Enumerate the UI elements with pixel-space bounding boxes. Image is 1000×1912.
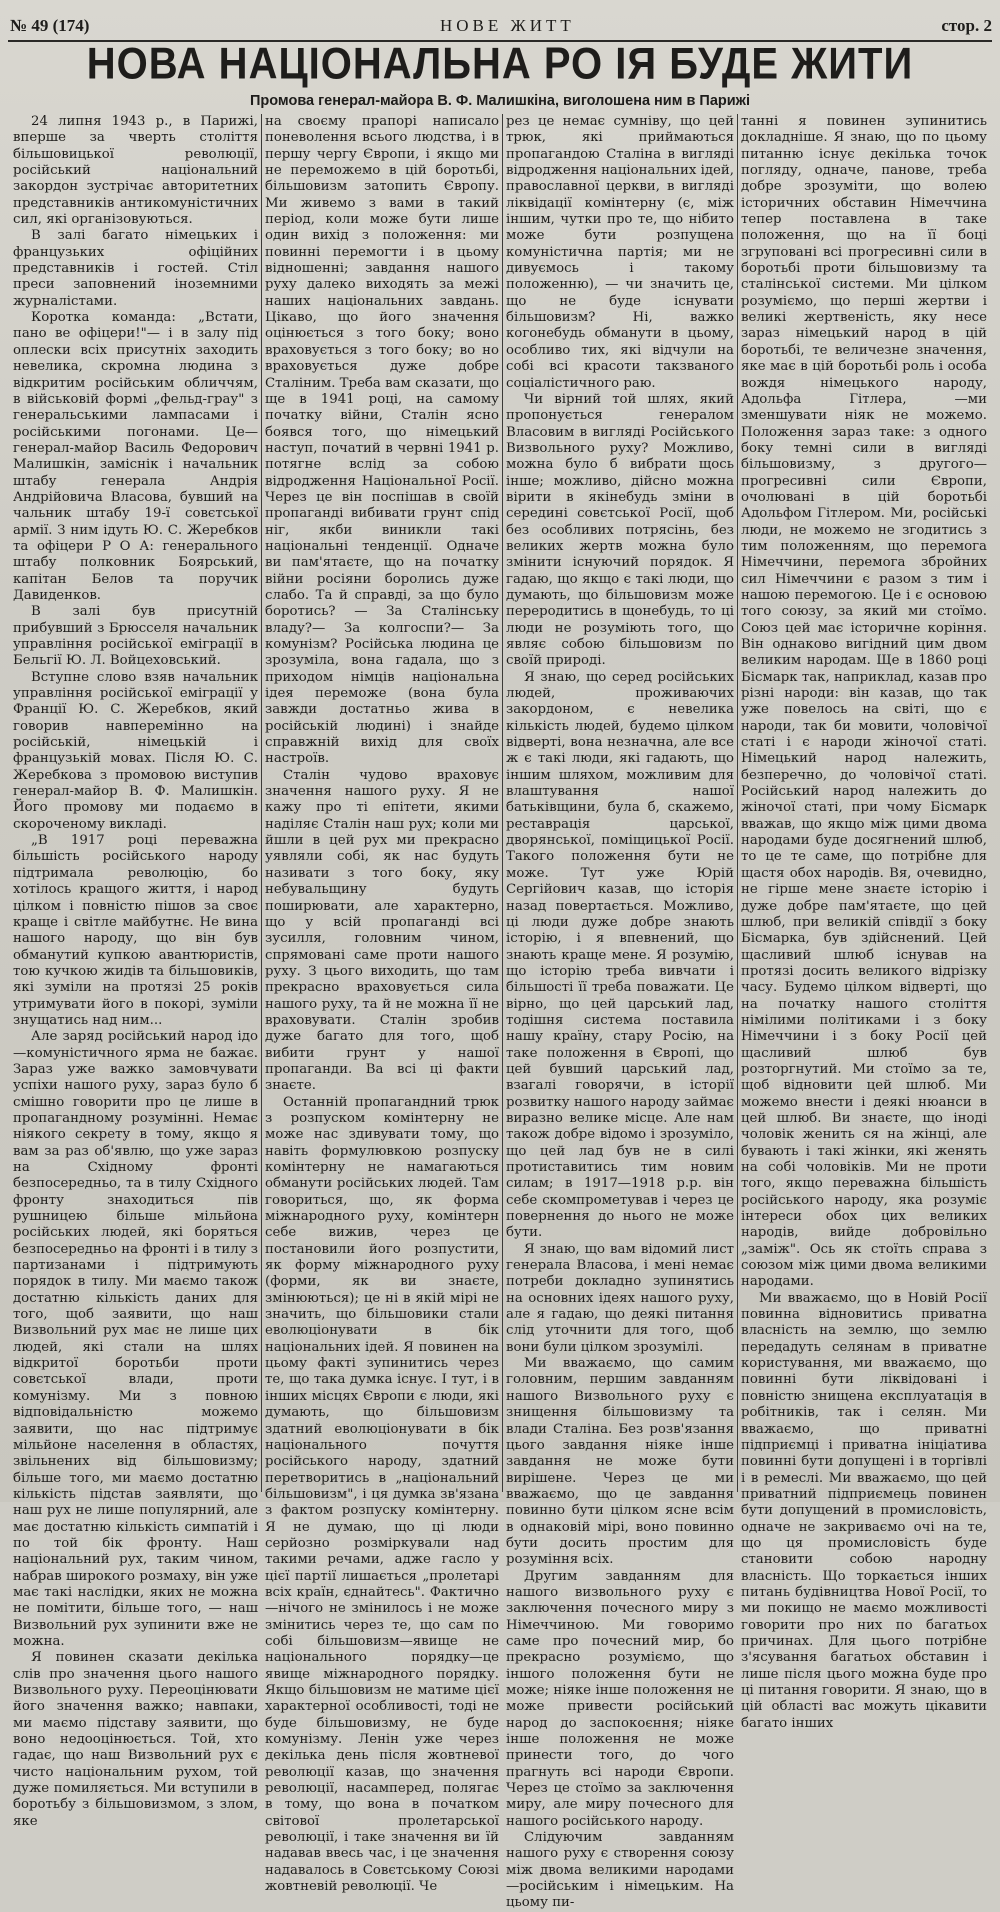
paragraph: Ми вважаємо, що в Новій Росії повинна відновитись приватна власність на землю, що землю передадуть селянам в приватне користування, ми вважаємо, що повинні бути ліквідовані і повністю знищена експлуатація в робітників, так і селян. Ми вважаємо, що приватні підприємці і приватна ініціатива повинні бути допущені і в торгівлі і в ремеслі. Ми вважаємо, що цей приватний підприємець повинен бути допущений в промисловість, одначе не закриваємо очі на те, що ця промисловість буде становити собою народну власність. Що торкається інших питань будівництва Нової Росії, то ми покищо не маємо можливості говорити про них по багатьох причинах. Для цього потрібне з'ясування багатьох обставин і лише після цього можна буде про ці питання говорити. Я знаю, що в цій області вас можуть цікавити багато інших [741,1290,987,1731]
column-4 [741,114,987,1731]
column-divider [261,114,262,1492]
paragraph: Коротка команда: „Встати, пано ве офіцери!"— і в залу під оплески всіх присутніх заходить невелика, скромна людина з відкритим російським обличчям, в військовій формі „фельд-грау" з генеральськими лампасами і російськими погонами. Це—генерал-майор Василь Федорович Малишкін, заміснік і начальник штабу генерала Андрія Андрійовича Власова, бувший на чальник штабу 19-ї совєтської армії. З ним ідуть Ю. С. Жеребков та офіцери Р О А: генерального штабу полковник Боярський, капітан Белов та поручик Давиденков. [13,310,258,603]
issue-number: № 49 (174) [10,16,90,35]
paragraph: Я знаю, що вам відомий лист генерала Власова, і мені немає потреби докладно зупинятись на основних ідеях нашого руху, але я гадаю, що деякі питання слід уточнити для того, щоб вони були цілком зрозумілі. [506,1241,734,1355]
paragraph: Другим завданням для нашого визвольного руху є заключення почесного миру з Німеччиною. Ми говоримо саме про почесний мир, бо прекрасно розуміємо, що іншого положення бути не може; ніяке інше положення не може привести російський народ до заспокоєння; ніяке інше положення не може принести того, до чого прагнуть всі народи Європи. Через це стоїмо за заключення миру, але миру почесного для нашого російського народу. [506,1568,734,1829]
paragraph: рез це немає сумніву, що цей трюк, які приймаються пропагандою Сталіна в вигляді відродження національних ідей, православної церкви, в вигляді ліквідації комінтерну (є, між іншим, чутки про те, що нібито може бути розпущена комуністична партія; ми не дивуємось і такому положенню), — чи значить це, що не буде існувати більшовизм? Ні, важко когонебудь обманути в цьому, особливо тих, які відчули на собі всі красоти такзваного соціалістичного раю. [506,114,734,391]
paragraph: Але заряд російський народ ідо—комуністичного ярма не бажає. Зараз уже важко замовчувати успіхи нашого руху, зараз було б смішно говорити про це лише в пропагандному розумінні. Немає ніякого секрету в тому, якщо я вам за раз об'явлю, що уже зараз на Східному фронті безпосередньо, та в тилу Східного фронту знаходиться пів рушницею більше мільйона російських людей, які боряться безпосередньо на фронті і в тилу з партизанами і підтримують порядок в тилу. Ми маємо також достатню кількість даних для того, щоб заявити, що наш Визвольний рух має не лише цих людей, які стали на шлях відкритої боротьби проти совєтської влади, проти комунізму. Ми з повною відповідальністю можемо заявити, що нас підтримує мільйоне населення в областях, звільнених від більшовизму; більше того, ми маємо достатню кількість підстав заявляти, що наш рух не лише популярний, але має достатню кількість симпатій і по той бік фронту. Наш національний рух, таким чином, набрав широкого розмаху, він уже має такі наслідки, яких не можна не помітити, більше того, — наш Визвольний рух зупинити вже не можна. [13,1029,259,1649]
paragraph: на своєму прапорі написало поневолення всього людства, і в першу чергу Європи, і якщо ми не переможемо в цій боротьбі, більшовизм затопить Європу. Ми живемо з вами в такий період, коли може бути лише один вихід з положення: ми повинні перемогти і в цьому відношенні; завдання нашого руху далеко виходять за межі наших національних завдань. Цікаво, що його значення оцінюється з того боку; воно враховується з того боку; во но враховується дуже добре Сталіним. Треба вам сказати, що ще в 1941 році, на самому початку війни, Сталін ясно боявся того, що німецький наступ, початий в червні 1941 р. потягне вслід за собою відродження Національної Росії. Через це він поспішав в своїй пропаганді вибивати грунт спід ніг, якби виникли такі національні тенденції. Одначе ви пам'ятаєте, що на початку війни росіяни боролись дуже слабо. Та й справді, за що було боротись? — За Сталінську владу?— За колгоспи?— За комунізм? Російська людина це зрозуміла, вона гадала, що з приходом німців національна ідея переможе (вона була завжди достатньо жива в російській людині) і знайде справжній вихід для своїх настроїв. [265,114,499,767]
paragraph: Чи вірний той шлях, який пропонується генералом Власовим в вигляді Російського Визвольного руху? Можливо, можна було б вибрати щось інше; можливо, дійсно можна вірити в якінебудь зміни в середині совєтської Росії, щоб без особливих потрясінь, без великих жертв можна було змінити існуючий порядок. Я гадаю, що якщо є такі люди, що думають, що більшовизм може переродитись в щонебудь, то ці люди не розуміють того, що являє собою більшовизм по своїй природі. [506,391,734,669]
paragraph: Вступне слово взяв начальник управління російської еміграції у Франції Ю. С. Жеребков, який говорив навперемінно на російській, німецькій і французькій мовах. Після Ю. С. Жеребкова з промовою виступив генерал-майор В. Ф. Малишкін. Його промову ми подаємо в скороченому викладі. [13,669,258,832]
paragraph: Я знаю, що серед російських людей, проживаючих закордоном, є невелика кількість людей, будемо цілком відверті, вона незначна, але все ж є такі люди, які гадають, що іншим шляхом, можливим для влаштування нашої батьківщини, була б, скажемо, реставрація царської, дворянської, поміщицької Росії. Такого положення бути не може. Тут уже Юрій Сергійович казав, що історія назад повертається. Можливо, ці люди дуже добре знають історію, і я впевнений, що знають краще мене. Я розумію, що історію треба вивчати і більшості її треба поважати. Це вірно, що цей царський лад, тодішня система поставила нашу країну, стару Росію, на таке положення в Європі, що цей бувший царський лад, взагалі говорячи, в історії розвитку нашого народу займає виразно велике місце. Але нам також добре відомо і зрозуміло, що цей лад був не в силі протиставитись тим новим силам; в 1917—1918 р.р. він себе скомпрометував і через це повернення до нього не може бути. [506,669,734,1241]
column-divider [737,114,738,1492]
running-header [10,16,992,40]
article-subheadline: Промова генерал-майора В. Ф. Малишкіна, виголошена ним в Парижі [249,93,750,109]
column-3 [506,114,734,1911]
column-2 [265,114,499,1895]
paragraph: Слідуючим завданням нашого руху є створення союзу між двома великими народами—російським і німецьким. На цьому пи- [506,1830,734,1911]
paragraph: „В 1917 році переважна більшість російського народу підтримала революцію, бо хотілось кращого життя, і народ цілком і повністю пішов за своє краще і світле майбутнє. Не вина нашого народу, що він був обманутий купкою авантюристів, тою кучкою жидів та більшовиків, які зуміли на протязі 25 років утримувати його в покорі, зуміли знущатись над ним... [13,833,258,1028]
paragraph: В залі багато німецьких і французьких офіційних представників і гостей. Стіл преси заповнений іноземними журналістами. [13,228,258,309]
paragraph: Сталін чудово враховує значення нашого руху. Я не кажу про ті епітети, якими наділяє Сталін наш рух; коли ми йшли в цей рух ми прекрасно уявляли собі, як нас будуть називати з того боку, яку небувальщину будуть поширювати, але характерно, що у всій пропаганді всі зусилля, головним чином, спрямовані саме проти нашого руху. З цього виходить, що там прекрасно враховується сила нашого руху, та й не можна її не враховувати. Сталін зробив дуже багато для того, щоб вибити грунт у нашої пропаганди. Ва всі ці факти знаєте. [265,767,499,1094]
paragraph: танні я повинен зупинитись докладніше. Я знаю, що по цьому питанню існує декілька точок погляду, одначе, панове, треба добре зрозуміти, що волею історичних обставин Німеччина тепер поставлена в таке положення, що на її боці згруповані всі прогресивні сили в боротьбі проти більшовизму та сталінської системи. Ми цілком розуміємо, що перші жертви і великі жертвеність, яку несе зараз німецький народ в цій боротьбі, те величезне значення, яке має в цій боротьбі роль і особа вождя німецького народу, Адольфа Гітлера, —ми зменшувати ніяк не можемо. Положення зараз таке: з одного боку темні сили в вигляді більшовизму, з другого—прогресивні сили Європи, очолювані в цій боротьбі Адольфом Гітлером. Ми, російські люди, не можемо не згодитись з тим положенням, що перемога Німеччини, перемога збройних сил Німеччини є разом з тим і нашою перемогою. Це і є основою того союзу, за який ми стоїмо. Союз цей має історичне коріння. Він однаково вигідний цим двом великим народам. Ще в 1860 році Бісмарк так, наприклад, казав про різні народи: він казав, що так уже повелось на світі, що є народи, так би мовити, чоловічої статі і є народи жіночої статі. Німецький народ належить, безперечно, до чоловічої статі. Російський народ належить до жіночої статі, при чому Бісмарк вважав, що якщо між цими двома народами буде досягнений шлюб, то це те саме, що потрібне для щастя обох народів. Вя, очевидно, не гірше мене знаєте історію і дуже добре пам'ятаєте, що цей шлюб, при великій співдії з боку Бісмарка, був здійснений. Цей щасливий шлюб існував на протязі досить великого відрізку часу. Будемо цілком відверті, що на початку нашого століття німілими політиками і з боку Німеччини і з боку Росії цей щасливий шлюб був розторгнутий. Ми стоїмо за те, щоб відновити цей шлюб. Ми можемо внести і деякі нюанси в цей шлюб. Ви знаєте, що іноді чоловік женить ся на жінці, але бувають і такі жінки, які женять на собі чоловіків. Ми не проти того, якщо переважна більшість російського народу, яка розуміє інтереси обох цих великих народів, вийде добровільно „заміж". Ось як стоїть справа з союзом між цими двома великими народами. [741,114,987,1290]
column-divider [502,114,503,1492]
article-body [0,114,1000,1911]
paragraph: Останній пропагандний трюк з розпуском комінтерну не може нас здивувати тому, що навіть формулювкою розпуску комінтерну не намагаються обманути російських людей. Там говориться, що, як форма міжнародного руху, комінтерн себе вижив, через це постановили його розпустити, як форму міжнародного руху (форми, як ви знаєте, змінюються); це ні в якій мірі не значить, що більшовики стали еволюціонувати в бік національних ідей. Я повинен на цьому факті зупинитись через те, що така думка існує. І тут, і в інших місцях Європи є люди, які думають, що більшовизм здатний еволюціонувати в бік національного почуття російського народу, здатний перетворитись в „національний більшовизм", і ця думка зв'язана з фактом розпуску комінтерну. Я не думаю, що ці люди серйозно розміркували над такими речами, адже гасло у цієї партії лишається „пролетарі всіх країн, єднайтесь". Фактично—нічого не змінилось і не може змінитись через те, що сам по собі більшовизм—явище не національного порядку—це явище міжнародного порядку. Якщо більшовизм не матиме цієї характерної особливості, тоді не буде більшовизму, не буде комунізму. Ленін уже через декілька день після жовтневої революції казав, що значення революції, насамперед, полягає в тому, що вона в початком світової пролетарської революції, і таке значення ви їй надавав ввесь час, і це значення надавалось в Совєтському Союзі жовтневій революції. Че [265,1094,499,1895]
page-number: стор. 2 [941,16,992,35]
newspaper-title: НОВЕ ЖИТТ [440,16,575,35]
paragraph: Ми вважаємо, що самим головним, першим завданням нашого Визвольного руху є знищення більшовизму та влади Сталіна. Без розв'язання цього завдання ніяке інше завдання не може бути вирішене. Через це ми вважаємо, що це завдання повинно бути цілком ясне всім в однаковій мірі, воно повинно бути досить простим для розуміння всіх. [506,1356,734,1568]
paragraph: Я повинен сказати декілька слів про значення цього нашого Визвольного руху. Переоцінювати його значення важко; навпаки, ми маємо підставу заявити, що воно недооцінюється. Той, хто гадає, що наш Визвольний рух є чисто національним рухом, той дуже помиляється. Ми вступили в боротьбу з більшовизмом, з злом, яке [13,1650,258,1829]
paragraph: 24 липня 1943 р., в Парижі, вперше за чверть століття більшовицької революції, російський національний закордон зустрічає авторитетних представників антикомуністичних сил, які організовуються. [13,114,258,228]
column-1 [13,114,259,1829]
paragraph: В залі був присутній прибувший з Брюсселя начальник управління російської еміграції в Бельгії Ю. Л. Войцеховський. [13,604,258,669]
article-headline: НОВА НАЦІОНАЛЬНА РО ІЯ БУДЕ ЖИТИ [86,39,914,89]
